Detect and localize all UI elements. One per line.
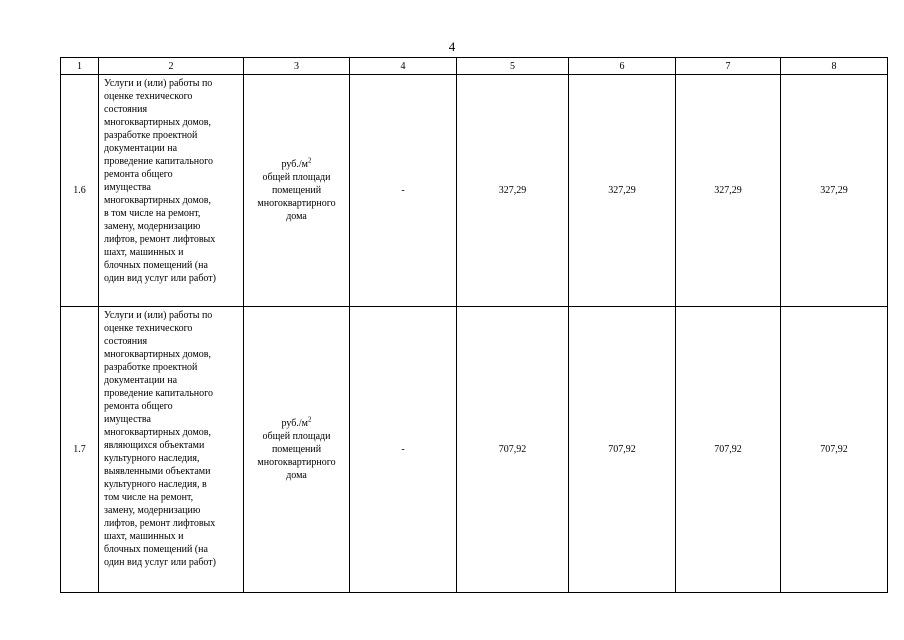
row-description-cell — [99, 307, 244, 593]
row-description-cell — [99, 75, 244, 307]
row-col4: - — [350, 307, 457, 593]
column-header-5: 5 — [457, 58, 569, 75]
row-col7: 327,29 — [676, 75, 781, 307]
page-number: 4 — [448, 39, 456, 54]
unit-main: руб./м — [281, 159, 308, 170]
row-unit — [257, 417, 335, 482]
column-header-3: 3 — [244, 58, 350, 75]
unit-superscript: 2 — [307, 415, 312, 424]
table-row — [61, 307, 888, 593]
row-col5: 707,92 — [457, 307, 569, 593]
column-header-2: 2 — [99, 58, 244, 75]
table-header-row — [61, 58, 888, 75]
row-description: Услуги и (или) работы по оценке технического состояния многоквартирных домов, разработке проектной документации на проведение капитального ремонта общего имущества многоквартирных домов, являющихся объектами культурного наследия, выявленными объектами культурного наследия, в том числе на ремонт, замену, модернизацию лифтов, ремонт лифтовых шахт, машинных и блочных помещений (на один вид услуг или работ) — [104, 310, 216, 568]
table-row — [61, 75, 888, 307]
unit-rest: общей площади помещений многоквартирного дома — [257, 172, 336, 222]
tariff-table — [60, 57, 888, 593]
column-header-6: 6 — [569, 58, 676, 75]
row-description: Услуги и (или) работы по оценке технического состояния многоквартирных домов, разработке проектной документации на проведение капитального ремонта общего имущества многоквартирных домов, в том числе на ремонт, замену, модернизацию лифтов, ремонт лифтовых шахт, машинных и блочных помещений (на один вид услуг или работ) — [104, 78, 216, 284]
row-col6: 707,92 — [569, 307, 676, 593]
unit-rest: общей площади помещений многоквартирного дома — [257, 431, 336, 481]
row-col5: 327,29 — [457, 75, 569, 307]
row-col6: 327,29 — [569, 75, 676, 307]
row-number: 1.7 — [61, 307, 99, 593]
row-col7: 707,92 — [676, 307, 781, 593]
row-number: 1.6 — [61, 75, 99, 307]
row-col8: 707,92 — [781, 307, 888, 593]
row-unit-cell — [244, 75, 350, 307]
unit-superscript: 2 — [307, 156, 312, 165]
column-header-8: 8 — [781, 58, 888, 75]
column-header-1: 1 — [61, 58, 99, 75]
unit-main: руб./м — [281, 418, 308, 429]
row-col8: 327,29 — [781, 75, 888, 307]
row-col4: - — [350, 75, 457, 307]
row-unit-cell — [244, 307, 350, 593]
row-unit — [257, 158, 335, 223]
column-header-7: 7 — [676, 58, 781, 75]
column-header-4: 4 — [350, 58, 457, 75]
